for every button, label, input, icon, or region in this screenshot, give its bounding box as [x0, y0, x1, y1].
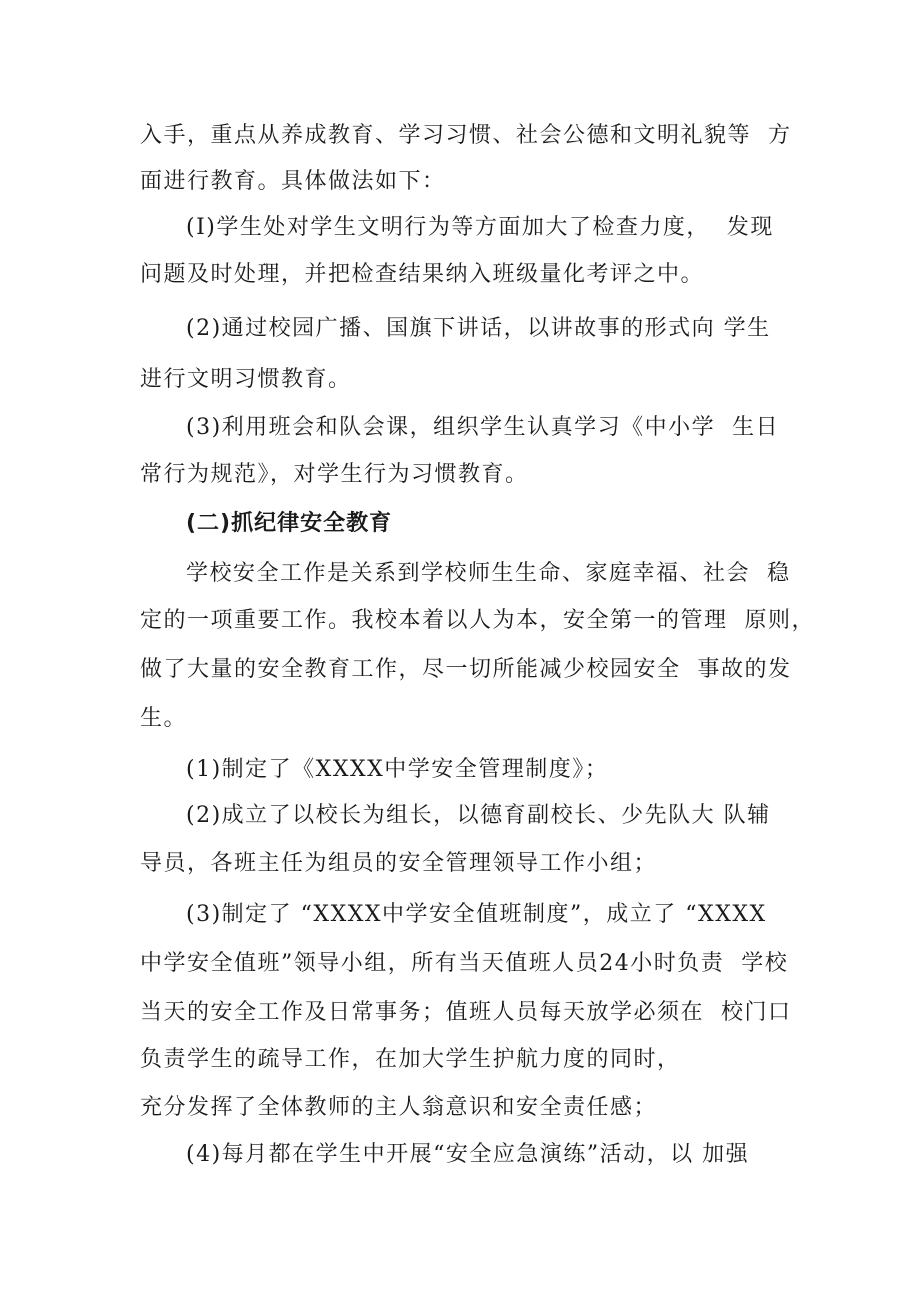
text-line: 中学安全值班”领导小组，所有当天值班人员24小时负责 学校: [140, 951, 789, 976]
text-line: (4)每月都在学生中开展“安全应急演练”活动，以 加强: [186, 1142, 750, 1167]
text-line: (3)制定了 “XXXX中学安全值班制度”，成立了 “XXXX: [186, 902, 767, 927]
text-line: 进行文明习惯教育。: [140, 367, 352, 392]
text-line: (2)通过校园广播、国旗下讲话，以讲故事的形式向 学生: [186, 316, 771, 341]
text-line: 生。: [140, 706, 188, 731]
text-line: (2)成立了以校长为组长，以德育副校长、少先队大 队辅: [186, 803, 771, 828]
section-heading: (二)抓纪律安全教育: [186, 511, 393, 536]
text-line: 做了大量的安全教育工作，尽一切所能减少校园安全 事故的发: [140, 657, 792, 682]
text-line: 学校安全工作是关系到学校师生生命、家庭幸福、社会 稳: [186, 561, 791, 586]
text-line: (I)学生处对学生文明行为等方面加大了检查力度， 发现: [186, 215, 774, 240]
text-line: 面进行教育。具体做法如下：: [140, 169, 446, 194]
text-line: 导员，各班主任为组员的安全管理领导工作小组；: [140, 851, 658, 876]
text-line: 问题及时处理，并把检查结果纳入班级量化考评之中。: [140, 262, 705, 287]
text-line: (3)利用班会和队会课，组织学生认真学习《中小学 生日: [186, 415, 780, 440]
text-line: 定的一项重要工作。我校本着以人为本，安全第一的管理 原则，: [140, 608, 815, 633]
text-line: 充分发挥了全体教师的主人翁意识和安全责任感；: [140, 1095, 658, 1120]
text-line: 入手，重点从养成教育、学习习惯、社会公德和文明礼貌等 方: [140, 123, 792, 148]
text-line: 常行为规范》，对学生行为习惯教育。: [140, 462, 529, 487]
text-line: 当天的安全工作及日常事务；值班人员每天放学必须在 校门口: [140, 1000, 792, 1025]
text-line: 负责学生的疏导工作，在加大学生护航力度的同时，: [140, 1047, 681, 1072]
text-line: (1)制定了《XXXX中学安全管理制度》；: [186, 757, 609, 782]
